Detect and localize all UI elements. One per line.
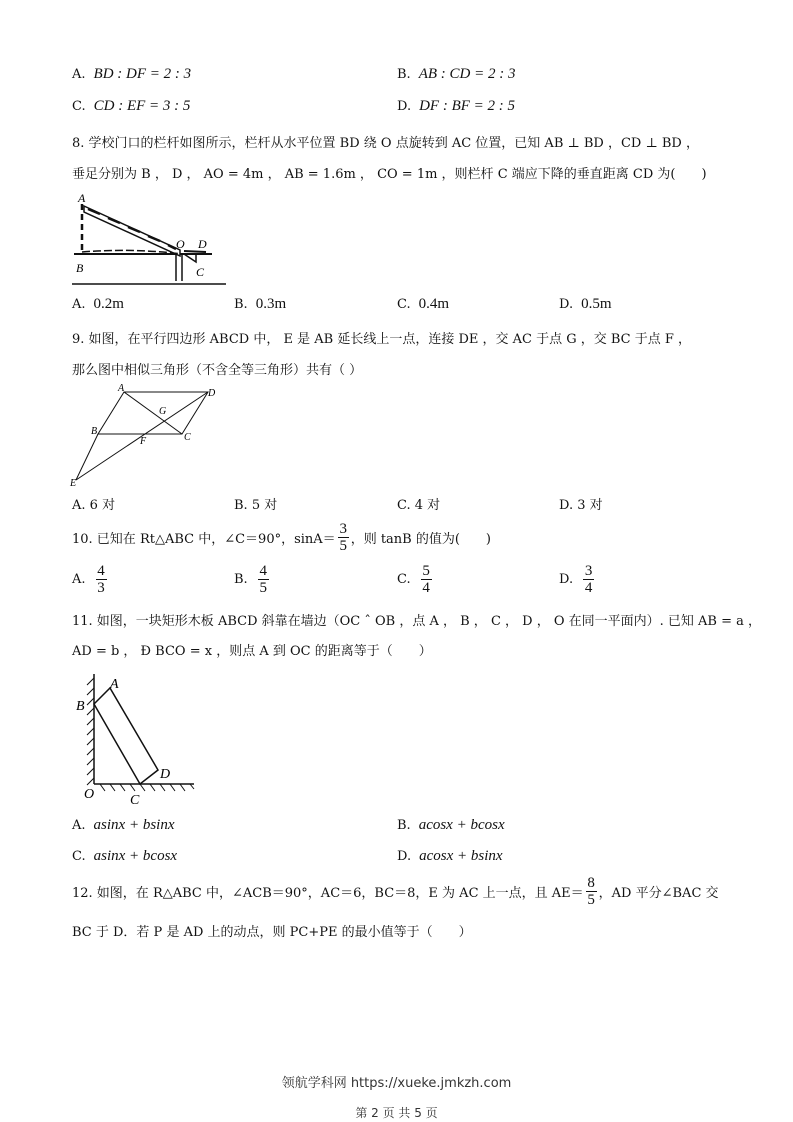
label-a: A [110, 677, 119, 692]
option-text: 0.5m [581, 296, 612, 312]
option-letter: D. [397, 99, 412, 114]
numerator: 5 [422, 563, 430, 579]
label-d: D [208, 388, 216, 399]
label-c: C [184, 432, 191, 443]
option-text: 6 对 [89, 498, 116, 513]
q8-option-c [397, 296, 449, 313]
q11-option-d [397, 848, 503, 865]
label-d: D [198, 237, 207, 251]
q10-option-a [72, 563, 109, 596]
q7-option-a [72, 66, 191, 83]
option-letter: C. [397, 498, 411, 513]
q11-option-a [72, 817, 174, 834]
footer-site: 领航学科网 https://xueke.jmkzh.com [281, 1076, 512, 1091]
q10-option-b [234, 563, 271, 596]
label-d: D [160, 767, 171, 782]
q10-text-after: ，则 tanB 的值为( ) [350, 532, 491, 547]
option-letter: C. [72, 849, 86, 864]
label-b: B [76, 261, 84, 275]
option-text: 3 对 [577, 498, 603, 513]
rectangle-board [94, 688, 158, 784]
option-text: acosx + bcosx [418, 817, 505, 833]
q8-option-a [72, 296, 124, 313]
floor-hatching [100, 784, 194, 791]
option-text: AB : CD = 2 : 3 [418, 66, 516, 82]
label-c: C [196, 265, 205, 279]
q8-figure [72, 188, 228, 288]
option-letter: B. [234, 498, 248, 513]
option-text: BD : DF = 2 : 3 [93, 66, 192, 82]
option-fraction [583, 563, 594, 596]
q10-option-c [397, 563, 434, 596]
q9-option-a [72, 494, 115, 513]
q11-stem-line2: AD = b ， Ð BCO = x ，则点 A 到 OC 的距离等于（ ） [72, 644, 432, 659]
label-f: F [140, 436, 147, 447]
q9-figure [68, 382, 224, 488]
option-letter: A. [72, 297, 86, 312]
q8-option-d [559, 296, 612, 313]
option-letter: C. [397, 297, 411, 312]
footer-page-number: 第 2 页 共 5 页 [355, 1106, 438, 1120]
q8-option-b [234, 296, 286, 313]
segment-oc [184, 254, 196, 262]
label-a: A [78, 191, 86, 205]
option-fraction [258, 563, 269, 596]
option-letter: C. [397, 572, 411, 587]
q12-stem-line2: BC 于 D．若 P 是 AD 上的动点，则 PC+PE 的最小值等于（ ） [72, 925, 472, 940]
label-b: B [91, 426, 98, 437]
numerator: 3 [339, 521, 347, 537]
q12-text-after: ，AD 平分∠BAC 交 [598, 886, 719, 901]
q11-option-b [397, 817, 505, 834]
option-letter: A. [72, 818, 86, 833]
denominator: 4 [422, 580, 430, 596]
q9-option-b [234, 494, 277, 513]
q12-fraction [586, 875, 597, 908]
option-text: asinx + bcosx [93, 848, 178, 864]
option-text: DF : BF = 2 : 5 [419, 98, 516, 114]
label-g: G [159, 406, 167, 417]
option-text: CD : EF = 3 : 5 [93, 98, 191, 114]
option-text: 0.2m [93, 296, 124, 312]
q10-option-d [559, 563, 596, 596]
q12-text-before: 12. 如图，在 R△ABC 中，∠ACB＝90°，AC＝6，BC＝8，E 为 AC 上一点，且 AE＝ [72, 886, 584, 901]
option-letter: B. [234, 572, 248, 587]
q7-option-d [397, 98, 515, 115]
option-letter: A. [72, 498, 86, 513]
option-text: 5 对 [251, 498, 278, 513]
option-letter: B. [397, 818, 411, 833]
q8-stem-line2: 垂足分别为 B ， D ， AO = 4m ， AB = 1.6m ， CO = 1m ，则栏杆 C 端应下降的垂直距离 CD 为( ) [72, 167, 707, 182]
option-letter: A. [72, 572, 86, 587]
option-fraction [421, 563, 432, 596]
option-fraction [96, 563, 107, 596]
label-b: B [76, 699, 85, 714]
numerator: 4 [97, 563, 105, 579]
denominator: 5 [587, 892, 595, 908]
option-letter: B. [397, 67, 411, 82]
option-letter: C. [72, 99, 86, 114]
option-text: 4 对 [414, 498, 441, 513]
label-o: O [176, 237, 185, 251]
option-text: acosx + bsinx [419, 848, 503, 864]
denominator: 5 [339, 538, 347, 554]
label-e: E [70, 478, 77, 488]
q9-stem-line2: 那么图中相似三角形（不含全等三角形）共有（ ） [72, 363, 363, 378]
option-letter: D. [559, 297, 574, 312]
numerator: 4 [259, 563, 267, 579]
denominator: 4 [584, 580, 593, 596]
option-letter: B. [234, 297, 248, 312]
denominator: 3 [97, 580, 105, 596]
segment-od [184, 251, 206, 252]
diagonal-ac [124, 392, 182, 434]
q10-text-before: 10. 已知在 Rt△ABC 中，∠C＝90°，sinA＝ [72, 532, 336, 547]
q7-option-c [72, 98, 190, 115]
option-letter: D. [397, 849, 412, 864]
numerator: 8 [587, 875, 595, 891]
option-text: 0.3m [255, 296, 287, 312]
q10-fraction [338, 521, 349, 554]
denominator: 5 [259, 580, 267, 596]
q11-stem-line1: 11. 如图，一块矩形木板 ABCD 斜靠在墙边（OC ˆ OB ，点 A ， B ， C ， D ， O 在同一平面内）. 已知 AB = a ， [72, 614, 762, 629]
q9-option-d [559, 494, 603, 513]
q12-stem-line1 [72, 875, 719, 908]
q8-stem-line1: 8. 学校门口的栏杆如图所示，栏杆从水平位置 BD 绕 O 点旋转到 AC 位置，已知 AB ⊥ BD ，CD ⊥ BD ， [72, 136, 699, 151]
q11-option-c [72, 848, 177, 865]
option-text: 0.4m [418, 296, 450, 312]
label-c: C [130, 793, 140, 808]
option-text: asinx + bsinx [93, 817, 175, 833]
option-letter: D. [559, 498, 574, 513]
option-letter: D. [559, 572, 574, 587]
q7-option-b [397, 66, 515, 83]
option-letter: A. [72, 67, 86, 82]
numerator: 3 [584, 563, 593, 579]
q10-stem [72, 521, 491, 554]
wall-hatching [87, 678, 94, 785]
q11-figure [74, 666, 204, 808]
label-o: O [84, 787, 95, 802]
label-a: A [118, 383, 125, 394]
q9-stem-line1: 9. 如图，在平行四边形 ABCD 中， E 是 AB 延长线上一点，连接 DE ，交 AC 于点 G ，交 BC 于点 F ， [72, 332, 692, 347]
q9-option-c [397, 494, 440, 513]
